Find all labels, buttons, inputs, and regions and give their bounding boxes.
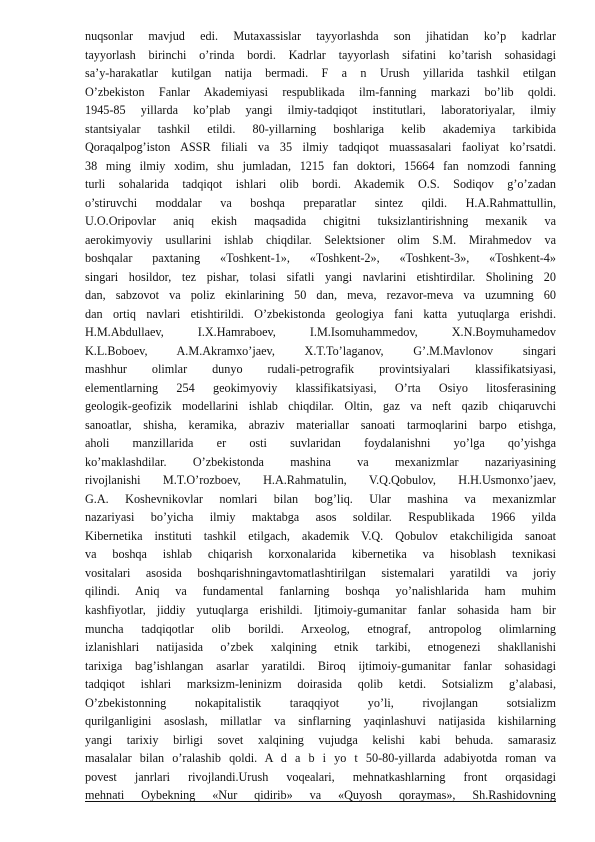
text-line: singari hosildor, tez pishar, tolasi sifatli yangi navlarini etishtirdilar. Sholining 20	[85, 269, 556, 284]
text-line: aerokimyoviy usullarini ishlab chiqdilar. Selektsioner olim S.M. Mirahmedov va	[85, 232, 556, 247]
text-line: G.A. Koshevnikovlar nomlari bilan bog’liq. Ular mashina va mexanizmlar	[85, 491, 556, 506]
text-line: muncha tadqiqotlar olib borildi. Arxeolog, etnograf, antropolog olimlarning	[85, 621, 556, 636]
text-line: vositalari asosida boshqarishningavtomatlashtirilgan sistemalari yaratildi va joriy	[85, 565, 556, 580]
text-line: dan, sabzovot va poliz ekinlarining 50 dan, meva, rezavor-meva va uzumning 60	[85, 288, 556, 303]
text-line: povest janrlari rivojlandi.Urush voqealari, mehnatkashlarning front orqasidagi	[85, 769, 556, 784]
text-line: sanoatlar, shisha, keramika, abraziv materiallar sanoati tarmoqlarini barpo etishga,	[85, 417, 556, 432]
text-line: rivojlanishi M.T.O’rozboev, H.A.Rahmatulin, V.Q.Qobulov, H.H.Usmonxo’jaev,	[85, 473, 556, 488]
text-line: U.O.Oripovlar aniq ekish maqsadida chigitni tuksizlantirishning mexanik va	[85, 214, 556, 229]
text-line: ko’maklashdilar. O’zbekistonda mashina va mexanizmlar nazariyasining	[85, 454, 556, 469]
text-line: izlanishlari natijasida o’zbek xalqining etnik tarkibi, etnogenezi shakllanishi	[85, 640, 556, 655]
text-line: O’zbekiston Fanlar Akademiyasi respublikada ilm-fanning markazi bo’lib qoldi.	[85, 84, 556, 99]
text-line: nazariyasi bo’yicha ilmiy maktabga asos soldilar. Respublikada 1966 yilda	[85, 510, 556, 525]
text-line: o’stiruvchi moddalar va boshqa preparatlar sintez qildi. H.A.Rahmattullin,	[85, 195, 556, 210]
text-line: qilindi. Aniq va fundamental fanlarning boshqa yo’nalishlarida ham muhim	[85, 584, 556, 599]
text-line: O’zbekistonning nokapitalistik taraqqiyot yo’li, rivojlangan sotsializm	[85, 695, 556, 710]
text-line: masalalar bilan o’ralashib qoldi. A d a b i yo t 50-80-yillarda adabiyotda roman va	[85, 751, 556, 766]
text-line: Qoraqalpog’iston ASSR filiali va 35 ilmiy tadqiqot muassasalari faoliyat ko’rsatdi.	[85, 140, 556, 155]
text-line: yangi tarixiy birligi sovet xalqining vujudga kelishi kabi behuda. samarasiz	[85, 732, 556, 747]
text-line: mashhur olimlar dunyo rudali-petrografik provintsiyalari klassifikatsiyasi,	[85, 362, 556, 377]
text-line: geologik-geofizik modellarini ishlab chiqdilar. Oltin, gaz va neft qazib chiqaruvchi	[85, 399, 556, 414]
text-line: kashfiyotlar, jiddiy yutuqlarga erishildi. Ijtimoiy-gumanitar fanlar sohasida ham bir	[85, 602, 556, 617]
text-line: stantsiyalar tashkil etildi. 80-yillarning boshlariga kelib akademiya tarkibida	[85, 121, 556, 136]
text-line: K.L.Boboev, A.M.Akramxo’jaev, X.T.To’laganov, G’.M.Mavlonov singari	[85, 343, 556, 358]
body-text	[85, 27, 556, 805]
text-line: nuqsonlar mavjud edi. Mutaxassislar tayyorlashda son jihatidan ko’p kadrlar	[85, 29, 556, 43]
text-line: Kibernetika instituti tashkil etilgach, akademik V.Q. Qobulov etakchiligida sanoat	[85, 528, 556, 543]
text-line: H.M.Abdullaev, I.X.Hamraboev, I.M.Isomuhammedov, X.N.Boymuhamedov	[85, 325, 556, 340]
text-line: boshqalar paxtaning «Toshkent-1», «Toshkent-2», «Toshkent-3», «Toshkent-4»	[85, 251, 556, 266]
text-line: aholi manzillarida er osti suvlaridan foydalanishni yo’lga qo’yishga	[85, 436, 556, 451]
text-line: tadqiqot ishlari marksizm-leninizm doirasida qolib ketdi. Sotsializm g’alabasi,	[85, 677, 556, 692]
text-line: tarixiga bag’ishlangan asarlar yaratildi. Biroq ijtimoiy-gumanitar fanlar sohasidagi	[85, 658, 556, 673]
text-line: 1945-85 yillarda ko’plab yangi ilmiy-tadqiqot institutlari, laboratoriyalar, ilmiy	[85, 103, 556, 118]
text-line: 38 ming ilmiy xodim, shu jumladan, 1215 fan doktori, 15664 fan nomzodi fanning	[85, 158, 556, 173]
text-line: sa’y-harakatlar kutilgan natija bermadi. F a n Urush yillarida tashkil etilgan	[85, 66, 556, 81]
text-line: va boshqa ishlab chiqarish korxonalarida kibernetika va hisoblash texnikasi	[85, 547, 556, 562]
text-line: qurilganligini asoslash, millatlar va sinflarning yaqinlashuvi natijasida kishilarning	[85, 714, 556, 729]
text-line: elementlarning 254 geokimyoviy klassifikatsiyasi, O’rta Osiyo litosferasining	[85, 380, 556, 395]
text-line: turli sohalarida tadqiqot ishlari olib bordi. Akademik O.S. Sodiqov g’o’zadan	[85, 177, 556, 192]
text-line-underlined: mehnati Oybekning «Nur qidirib» va «Quyosh qoraymas», Sh.Rashidovning	[85, 788, 556, 803]
text-line: tayyorlash birinchi o’rinda bordi. Kadrlar tayyorlash sifatini ko’tarish sohasidagi	[85, 47, 556, 62]
text-line: dan ortiq navlari etishtirildi. O’zbekistonda geologiya fani katta yutuqlarga erishdi.	[85, 306, 556, 321]
